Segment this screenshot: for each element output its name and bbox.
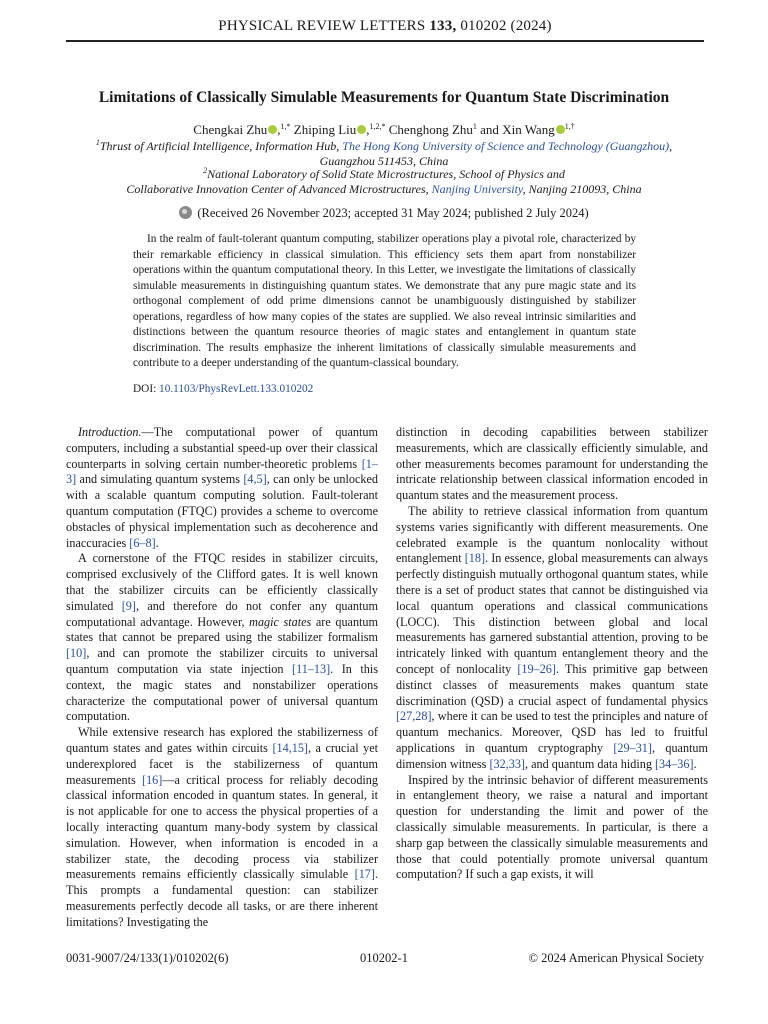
citation-link[interactable]: [16]: [142, 772, 163, 787]
author-affil-sup: 1,*: [280, 122, 291, 131]
author-sep: and: [476, 122, 503, 137]
doi: [133, 383, 313, 395]
right-column: [396, 425, 708, 883]
text: , a crucial yet underexplored facet is the stabilizerness of quantum measurements: [66, 740, 379, 787]
orcid-icon[interactable]: [268, 125, 277, 134]
orcid-icon[interactable]: [556, 125, 565, 134]
orcid-icon[interactable]: [357, 125, 366, 134]
paper-title: Limitations of Classically Simulable Measurements for Quantum State Discrimination: [98, 89, 670, 106]
footer-page-number: 010202-1: [360, 951, 408, 965]
author-name[interactable]: Zhiping Liu: [293, 122, 357, 137]
received-dates: [40, 206, 728, 221]
doi-link[interactable]: 10.1103/PhysRevLett.133.010202: [159, 383, 314, 395]
author-sep: ,: [277, 122, 281, 137]
affil-sup: 2: [203, 166, 208, 175]
citation-link[interactable]: [18]: [464, 551, 486, 566]
citation-link[interactable]: [6–8]: [129, 535, 156, 550]
header-rule: [66, 40, 704, 42]
author-name[interactable]: Xin Wang: [502, 122, 555, 137]
article-number: 010202 (2024): [460, 18, 552, 34]
affil-text: , Nanjing 210093, China: [522, 181, 642, 196]
author-affil-sup: 1,†: [564, 122, 575, 131]
paragraph: distinction in decoding capabilities between stabilizer measurements, which are classically efficiently simulable, and other measurements becomes paramount for understanding the intricate relationship between classical information encoded in quantum states and the measurement process.: [396, 425, 708, 503]
text: While extensive research has explored the stabilizerness of quantum states and gates within circuits: [66, 725, 378, 755]
citation-link[interactable]: [1–3]: [66, 456, 378, 487]
citation-link[interactable]: [4,5]: [243, 472, 267, 487]
citation-link[interactable]: [27,28]: [396, 709, 432, 724]
text: , and therefore do not confer any quantum computational advantage. However,: [66, 598, 378, 629]
journal-header: [66, 18, 704, 35]
affil-text: National Laboratory of Solid State Microstructures, School of Physics and: [207, 167, 565, 181]
text: and simulating quantum systems: [76, 472, 244, 487]
text: A cornerstone of the FTQC resides in stabilizer circuits, comprised exclusively of the Clifford gates. It is well known that the stabilizer circuits can be efficiently classically simulated: [66, 551, 378, 613]
citation-link[interactable]: [34–36]: [654, 756, 694, 771]
section-heading: Introduction.: [78, 425, 142, 439]
affil-text: Thrust of Artificial Intelligence, Information Hub,: [99, 139, 343, 153]
affil-link[interactable]: Nanjing University: [431, 181, 523, 196]
citation-link[interactable]: [14,15]: [272, 740, 308, 755]
citation-link[interactable]: [17]: [354, 867, 375, 882]
author-list: [40, 122, 728, 138]
text: . In essence, global measurements can always perfectly distinguish mutually orthogonal quantum states, while there is a set of product states that cannot be distinguished via local quantum operations and classical communications (LOCC). This distinction between global and local measurements has garnered substantial attention, proving to be intricately linked with quantum entanglement theory and the concept of nonlocality: [396, 551, 708, 676]
paragraph: Inspired by the intrinsic behavior of different measurements in entanglement theory, we raise a natural and important question for understanding the limit and power of the classically simulable measurements. In particular, is there a sharp gap between the classically simulable measurements and those that could potentially promote universal quantum computation? If such a gap exists, it will: [396, 772, 708, 882]
affil-sup: 1: [95, 138, 100, 147]
affiliation-2: [40, 167, 728, 196]
citation-link[interactable]: [9]: [121, 598, 136, 613]
text: .: [155, 535, 159, 550]
text: , where it can be used to test the principles and nature of quantum mechanics. Moreover, QSD has led to fruitful applications in quantum cryptography: [396, 709, 708, 755]
journal-volume: 133,: [429, 18, 457, 34]
author-sep: ,: [366, 122, 370, 137]
author-name[interactable]: Chengkai Zhu: [193, 122, 268, 137]
journal-name: PHYSICAL REVIEW LETTERS: [218, 18, 426, 34]
author-name[interactable]: Chenghong Zhu: [388, 122, 473, 137]
text: , and can promote the stabilizer circuits to universal quantum computation via state injection: [66, 646, 378, 676]
text: —a critical process for reliably decoding classical information encoded in quantum states. In general, it is not applicable for one to access the physical properties of a locally interacting quantum many-body system by classical simulation. However, when information is encoded in a stabilizer state, the decoding process via stabilizer measurements remains efficiently classically simulable: [66, 772, 378, 882]
left-column: [66, 425, 378, 931]
citation-link[interactable]: [32,33]: [489, 756, 525, 771]
text: are quantum states that cannot be prepared using the stabilizer formalism: [66, 614, 378, 645]
citation-link[interactable]: [10]: [66, 646, 87, 661]
received-text: (Received 26 November 2023; accepted 31 May 2024; published 2 July 2024): [197, 206, 589, 220]
doi-label: DOI:: [133, 383, 160, 395]
check-for-updates-icon[interactable]: [179, 206, 192, 219]
paragraph: [66, 551, 378, 725]
text: , can only be unlocked with a scalable quantum computing solution. Fault-tolerant quantum computation (FTQC) provides a scheme to overcome obstacles of physical implementation such as decoherence and inaccuracies: [66, 472, 378, 550]
affiliation-1: [40, 139, 728, 168]
abstract: In the realm of fault-tolerant quantum computing, stabilizer operations play a pivotal role, characterized by their remarkable efficiency in classical simulation. This efficiency sets them apart from nonstabilizer operations within the quantum computational theory. In this Letter, we investigate the limitations of classically simulable measurements in distinguishing quantum states. We demonstrate that any pure magic state and its orthogonal complement of odd prime dimensions cannot be unambiguously distinguished by stabilizer operations, regardless of how many copies of the states are supplied. We also reveal intrinsic similarities and distinctions between the quantum resource theories of magic states and entanglement in quantum state discrimination. The results emphasize the inherent limitations of classically simulable measurements and contribute to a deeper understanding of the quantum-classical boundary.: [133, 233, 636, 369]
footer-copyright: © 2024 American Physical Society: [528, 951, 704, 965]
text: The ability to retrieve classical information from quantum systems varies significantly with different measurements. One celebrated example is the quantum nonlocality without entanglement: [396, 503, 708, 566]
emphasis: magic states: [249, 614, 312, 629]
citation-link[interactable]: [29–31]: [613, 740, 652, 755]
affil-text: ,: [669, 139, 673, 153]
text: —The computational power of quantum computers, including a substantial speed-up over their classical counterparts in solving certain number-theoretic problems: [66, 425, 378, 471]
author-affil-sup: 1,2,*: [369, 122, 386, 131]
text: . This prompts a fundamental question: can stabilizer measurements perfectly decode all tasks, or are there inherent limitations? Investigating the: [66, 867, 378, 929]
affil-link[interactable]: The Hong Kong University of Science and Technology (Guangzhou): [342, 139, 670, 153]
affil-text: Guangzhou 511453, China: [319, 153, 449, 168]
citation-link[interactable]: [19–26]: [517, 661, 556, 676]
footer-issn: 0031-9007/24/133(1)/010202(6): [66, 951, 229, 965]
citation-link[interactable]: [11–13]: [292, 661, 331, 676]
paragraph: [396, 504, 708, 773]
affil-text: Collaborative Innovation Center of Advanced Microstructures,: [126, 181, 432, 196]
author-affil-sup: 1: [472, 122, 477, 131]
text: , and quantum data hiding: [524, 756, 655, 771]
text: .: [693, 756, 697, 771]
paragraph: [66, 725, 378, 930]
text: . In this context, the magic states and nonstabilizer operations characterize the computational power of universal quantum computation.: [66, 661, 378, 724]
text: , quantum dimension witness: [396, 740, 709, 771]
text: . This primitive gap between distinct classes of measurements makes quantum state discrimination (QSD) a crucial aspect of fundamental physics: [396, 661, 708, 708]
paragraph: [66, 425, 378, 551]
